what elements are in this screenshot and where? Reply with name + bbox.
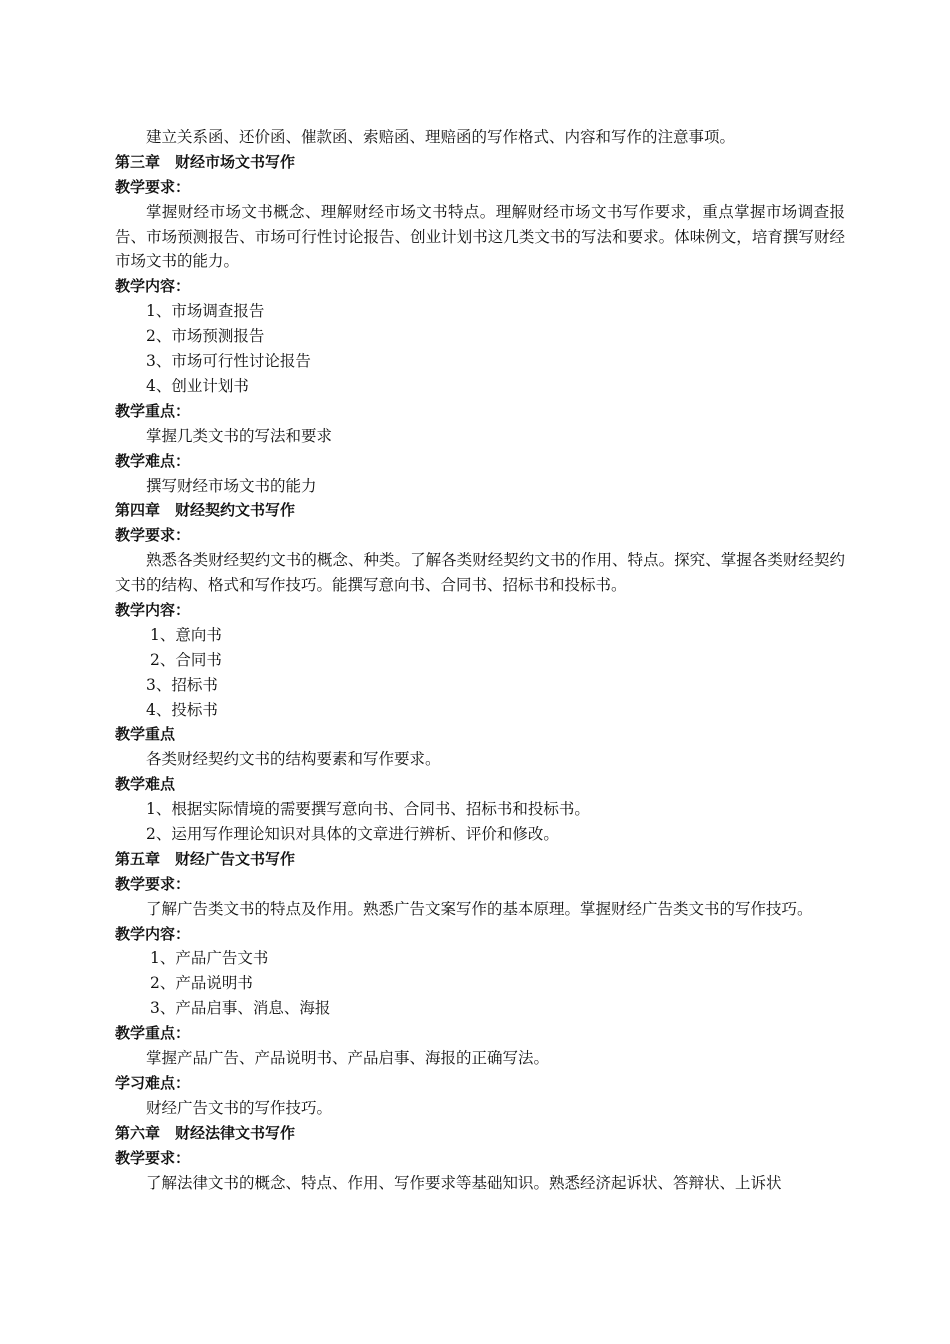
- ch4-content-item: 1、意向书: [150, 625, 222, 644]
- ch4-content-item: 4、投标书: [146, 700, 218, 719]
- chapter-5-title: 第五章 财经广告文书写作: [115, 849, 296, 868]
- ch5-key-text: 掌握产品广告、产品说明书、产品启事、海报的正确写法。: [146, 1049, 550, 1068]
- ch3-content-item: 3、市场可行性讨论报告: [146, 352, 311, 371]
- ch5-difficulty-label: 学习难点：: [115, 1073, 191, 1092]
- ch4-content-label: 教学内容：: [115, 601, 191, 619]
- ch3-key-label: 教学重点：: [115, 401, 191, 420]
- ch4-key-text: 各类财经契约文书的结构要素和写作要求。: [146, 750, 441, 769]
- ch5-key-label: 教学重点：: [115, 1024, 191, 1043]
- ch3-content-item: 1、市场调查报告: [146, 302, 265, 321]
- ch5-content-item: 1、产品广告文书: [150, 949, 269, 968]
- ch6-requirements-label: 教学要求：: [115, 1148, 191, 1167]
- chapter-3-title: 第三章 财经市场文书写作: [115, 152, 296, 171]
- ch4-difficulty-label: 教学难点: [115, 775, 176, 794]
- ch5-content-item: 3、产品启事、消息、海报: [150, 999, 331, 1018]
- ch4-requirements-text: 熟悉各类财经契约文书的概念、种类。了解各类财经契约文书的作用、特点。探究、掌握各类财经契约文书的结构、格式和写作技巧。能撰写意向书、合同书、招标书和投标书。: [115, 551, 845, 595]
- ch5-content-label: 教学内容：: [115, 924, 191, 943]
- ch6-requirements-text: 了解法律文书的概念、特点、作用、写作要求等基础知识。熟悉经济起诉状、答辩状、上诉状: [146, 1173, 782, 1192]
- ch5-difficulty-text: 财经广告文书的写作技巧。: [146, 1098, 333, 1117]
- ch4-content-item: 3、招标书: [146, 675, 218, 694]
- ch3-requirements-label: 教学要求：: [115, 177, 191, 196]
- ch3-requirements-text: 掌握财经市场文书概念、理解财经市场文书特点。理解财经市场文书写作要求，重点掌握市场调查报告、市场预测报告、市场可行性讨论报告、创业计划书这几类文书的写法和要求。体味例文，培育撰写财经市场文书的能力。: [115, 202, 845, 271]
- ch4-difficulty-item: 1、根据实际情境的需要撰写意向书、合同书、招标书和投标书。: [146, 800, 590, 819]
- document-body: [115, 125, 845, 1195]
- ch5-content-item: 2、产品说明书: [150, 974, 253, 993]
- chapter-4-title: 第四章 财经契约文书写作: [115, 501, 296, 520]
- ch5-requirements-text: 了解广告类文书的特点及作用。熟悉广告文案写作的基本原理。掌握财经广告类文书的写作技巧。: [146, 899, 813, 918]
- ch4-difficulty-item: 2、运用写作理论知识对具体的文章进行辨析、评价和修改。: [146, 825, 559, 844]
- intro-line: 建立关系函、还价函、催款函、索赔函、理赔函的写作格式、内容和写作的注意事项。: [146, 128, 736, 146]
- ch3-difficulty-label: 教学难点：: [115, 451, 191, 470]
- ch4-content-item: 2、合同书: [150, 650, 222, 669]
- ch3-content-label: 教学内容：: [115, 277, 191, 296]
- ch3-content-item: 2、市场预测报告: [146, 327, 265, 346]
- ch3-content-item: 4、创业计划书: [146, 376, 249, 395]
- ch4-key-label: 教学重点: [115, 725, 176, 744]
- ch3-key-text: 掌握几类文书的写法和要求: [146, 426, 333, 445]
- ch3-difficulty-text: 撰写财经市场文书的能力: [146, 476, 317, 495]
- ch5-requirements-label: 教学要求：: [115, 874, 191, 893]
- chapter-6-title: 第六章 财经法律文书写作: [115, 1123, 296, 1142]
- ch4-requirements-label: 教学要求：: [115, 526, 191, 545]
